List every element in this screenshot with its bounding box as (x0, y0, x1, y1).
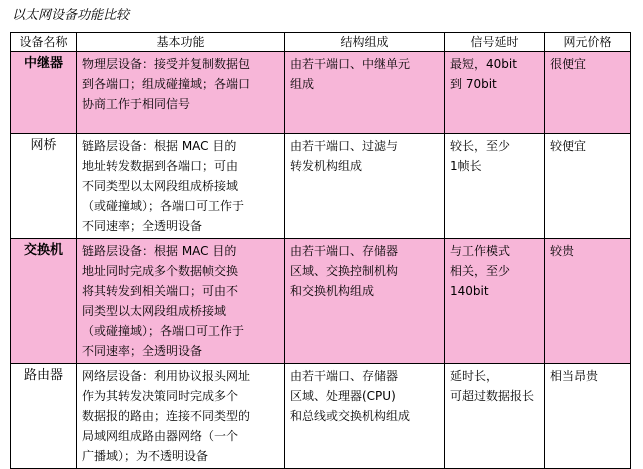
header-device-name: 设备名称 (11, 33, 77, 52)
structure-cell (285, 364, 445, 469)
delay-cell (445, 134, 545, 239)
structure-line: 和交换机构组成 (290, 284, 375, 298)
structure-line: 由若干端口、存储器 (290, 369, 399, 383)
function-line: （或碰撞域）；各端口可工作于 (82, 199, 245, 213)
device-name: 交换机 (11, 239, 77, 364)
delay-cell (445, 364, 545, 469)
function-line: 地址转发数据到各端口；可由 (82, 159, 239, 173)
delay-cell (445, 239, 545, 364)
function-cell (77, 134, 285, 239)
delay-line: 延时长， (450, 369, 499, 383)
function-line: 不同速率；全透明设备 (82, 344, 203, 358)
delay-cell (445, 52, 545, 134)
delay-line: 最短，40bit (450, 57, 517, 71)
function-line: 同类型以太网段组成桥接域 (82, 304, 227, 318)
comparison-table (10, 32, 631, 469)
function-line: 地址同时完成多个数据帧交换 (82, 264, 239, 278)
delay-line: 到 70bit (450, 77, 497, 91)
header-structure: 结构组成 (285, 33, 445, 52)
structure-line: 由若干端口、中继单元 (290, 57, 411, 71)
table-row (11, 239, 631, 364)
header-basic-function: 基本功能 (77, 33, 285, 52)
delay-line: 1帧长 (450, 159, 482, 173)
table-title: 以太网设备功能比较 (12, 8, 130, 23)
structure-line: 区域、处理器(CPU) (290, 389, 396, 403)
structure-line: 由若干端口、存储器 (290, 244, 399, 258)
device-name: 中继器 (11, 52, 77, 134)
function-line: 局域网组成路由器网络（一个 (82, 429, 239, 443)
function-line: （或碰撞域）；各端口可工作于 (82, 324, 245, 338)
table-row (11, 52, 631, 134)
structure-line: 组成 (290, 77, 315, 91)
function-line: 数据报的路由；连接不同类型的 (82, 409, 251, 423)
function-line: 广播域）；为不透明设备 (82, 449, 209, 463)
function-line: 作为其转发决策同时完成多个 (82, 389, 239, 403)
delay-line: 可超过数据报长 (450, 389, 535, 403)
function-line: 链路层设备：根据 MAC 目的 (82, 139, 237, 153)
device-name: 路由器 (11, 364, 77, 469)
delay-line: 较长，至少 (450, 139, 511, 153)
price-cell: 很便宜 (545, 52, 631, 134)
function-cell (77, 239, 285, 364)
header-price: 网元价格 (545, 33, 631, 52)
structure-line: 由若干端口、过滤与 (290, 139, 399, 153)
function-cell (77, 52, 285, 134)
function-line: 不同类型以太网段组成桥接域 (82, 179, 239, 193)
function-line: 不同速率；全透明设备 (82, 219, 203, 233)
header-row (11, 33, 631, 52)
structure-line: 和总线或交换机构组成 (290, 409, 411, 423)
structure-line: 转发机构组成 (290, 159, 363, 173)
delay-line: 相关，至少 (450, 264, 511, 278)
function-line: 将其转发到相关端口；可由不 (82, 284, 239, 298)
function-line: 到各端口；组成碰撞域；各端口 (82, 77, 251, 91)
structure-cell (285, 52, 445, 134)
table-row (11, 364, 631, 469)
device-name: 网桥 (11, 134, 77, 239)
function-cell (77, 364, 285, 469)
function-line: 协商工作于相同信号 (82, 97, 191, 111)
structure-line: 区域、交换控制机构 (290, 264, 399, 278)
price-cell: 较贵 (545, 239, 631, 364)
table-row (11, 134, 631, 239)
delay-line: 与工作模式 (450, 244, 511, 258)
structure-cell (285, 134, 445, 239)
header-signal-delay: 信号延时 (445, 33, 545, 52)
delay-line: 140bit (450, 284, 489, 298)
price-cell: 较便宜 (545, 134, 631, 239)
function-line: 链路层设备：根据 MAC 目的 (82, 244, 237, 258)
price-cell: 相当昂贵 (545, 364, 631, 469)
function-line: 网络层设备：利用协议报头网址 (82, 369, 251, 383)
structure-cell (285, 239, 445, 364)
function-line: 物理层设备：接受并复制数据包 (82, 57, 251, 71)
